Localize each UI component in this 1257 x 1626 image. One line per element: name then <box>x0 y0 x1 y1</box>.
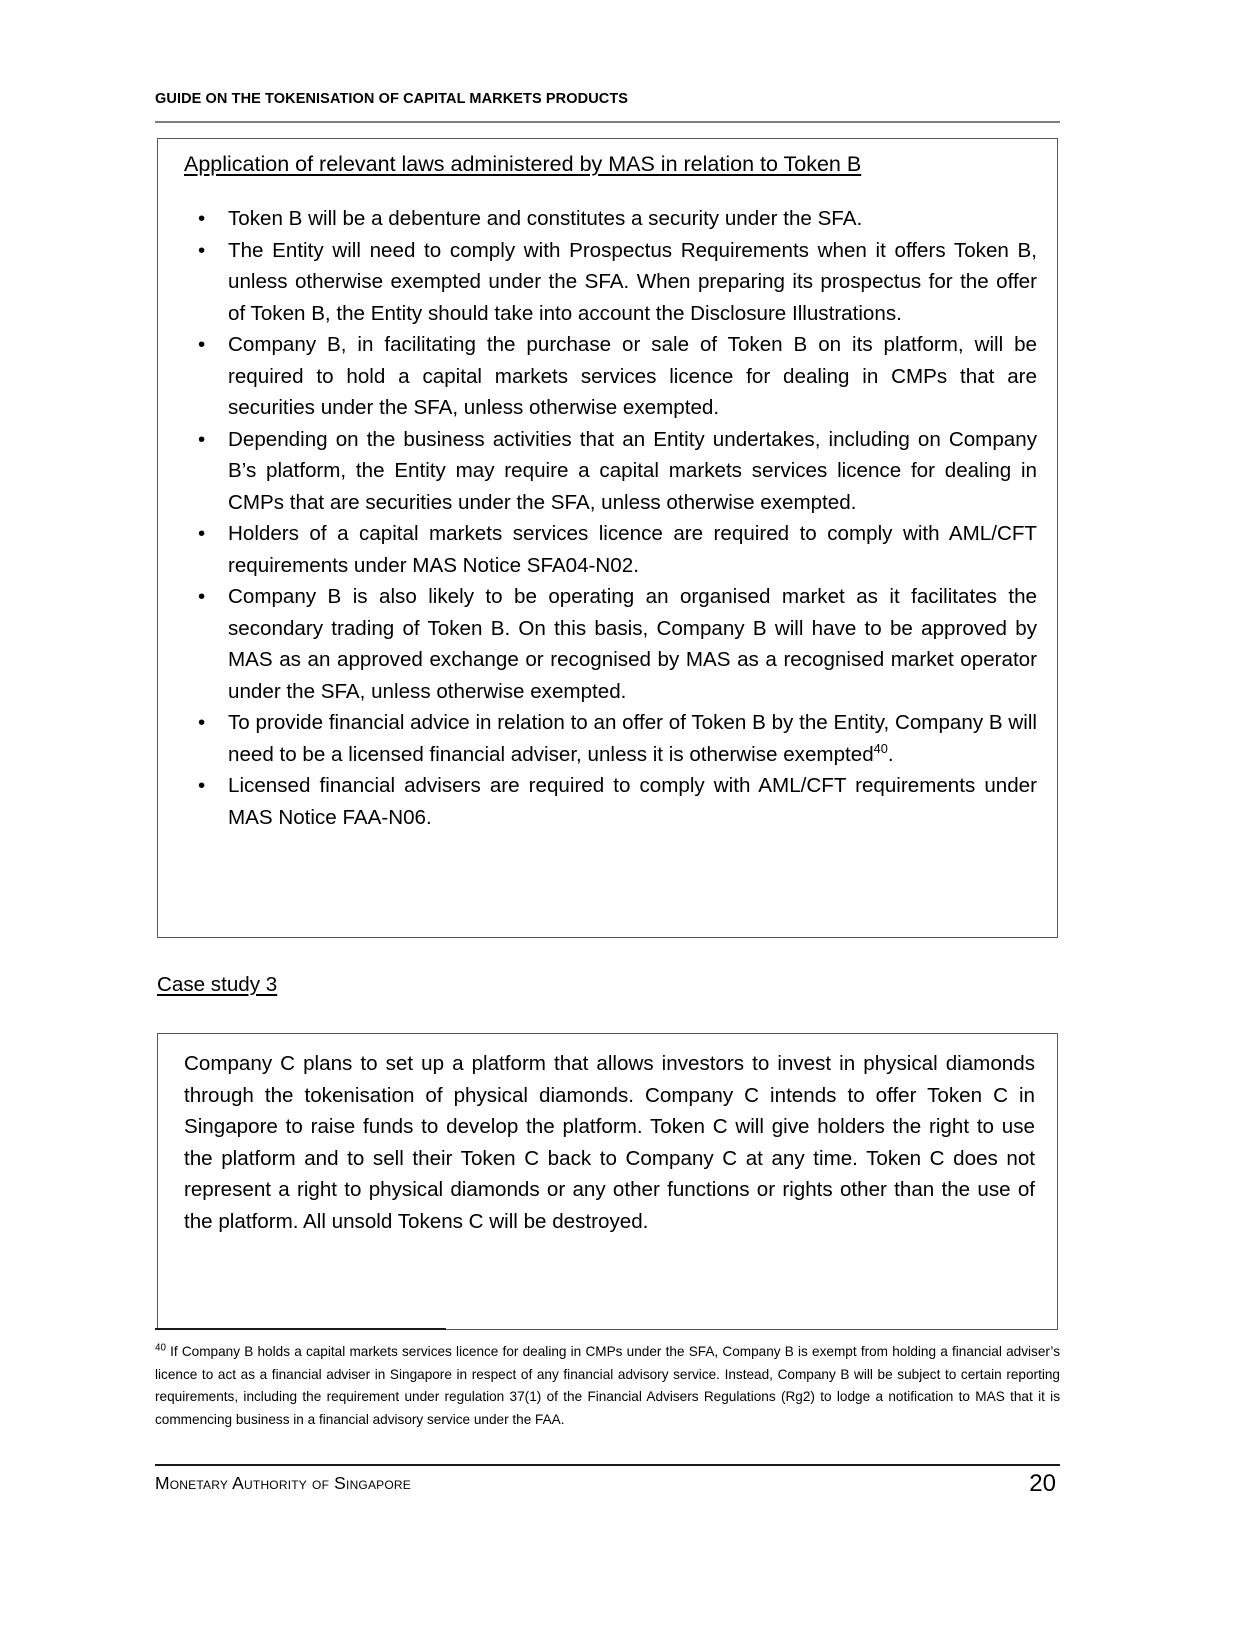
footnote-number: 40 <box>155 1342 166 1354</box>
bullet-dot-icon: • <box>198 585 206 609</box>
list-item <box>178 581 1037 707</box>
list-item-text: The Entity will need to comply with Prospectus Requirements when it offers Token B, unless otherwise exempted under the SFA. When preparing its prospectus for the offer of Token B, the Entity should take into account the Disclosure Illustrations. <box>228 238 1037 325</box>
list-item-text: Licensed financial advisers are required to comply with AML/CFT requirements under MAS Notice FAA-N06. <box>228 774 1037 829</box>
running-header-title: GUIDE ON THE TOKENISATION OF CAPITAL MARKETS PRODUCTS <box>155 91 629 107</box>
page-footer <box>155 1470 1060 1510</box>
bullet-dot-icon: • <box>198 333 206 357</box>
heading-spacer <box>178 179 1037 203</box>
footnote-40 <box>155 1341 1060 1431</box>
list-item-text: Company B, in facilitating the purchase or sale of Token B on its platform, will be required to hold a capital markets services licence for dealing in CMPs that are securities under the SFA, unless otherwise exempted. <box>228 333 1037 420</box>
footnote-reference-40[interactable]: 40 <box>873 740 888 756</box>
list-item <box>178 707 1037 770</box>
case-study-3-box <box>157 1033 1058 1330</box>
running-header <box>155 92 1060 108</box>
list-item <box>178 424 1037 519</box>
footnote-separator-rule <box>155 1328 446 1330</box>
bullet-dot-icon: • <box>198 522 206 546</box>
list-item-tail: . <box>887 742 894 766</box>
token-b-application-box <box>157 138 1058 938</box>
list-item-body: To provide financial advice in relation to an offer of Token B by the Entity, Company B will need to be a licensed financial adviser, unless it is otherwise exempted <box>228 711 1037 766</box>
list-item-text: Company B is also likely to be operating an organised market as it facilitates the secondary trading of Token B. On this basis, Company B will have to be approved by MAS as an approved exchange or recognised by MAS as a recognised market operator under the SFA, unless otherwise exempted. <box>228 585 1037 703</box>
page-number: 20 <box>1029 1470 1056 1497</box>
list-item-text: Depending on the business activities that an Entity undertakes, including on Company B’s platform, the Entity may require a capital markets services licence for dealing in CMPs that are securities under the SFA, unless otherwise exempted. <box>228 427 1037 514</box>
list-item <box>178 518 1037 581</box>
list-item-text: Holders of a capital markets services licence are required to comply with AML/CFT requirements under MAS Notice SFA04-N02. <box>228 522 1037 577</box>
bullet-dot-icon: • <box>198 774 206 798</box>
bullet-dot-icon: • <box>198 207 206 231</box>
case-study-label: Case study 3 <box>157 973 278 996</box>
footer-organisation: Monetary Authority of Singapore <box>155 1473 411 1493</box>
bullet-dot-icon: • <box>198 427 206 451</box>
footnote-text: If Company B holds a capital markets services licence for dealing in CMPs under the SFA, Company B is exempt from holding a financial adviser’s licence to act as a financial adviser in Singapore in respect of any financial advisory service. Instead, Company B will be subject to certain reporting requirements, including the requirement under regulation 37(1) of the Financial Advisers Regulations (Rg2) to lodge a notification to MAS that it is commencing business in a financial advisory service under the FAA. <box>155 1344 1060 1427</box>
list-item <box>178 203 1037 235</box>
bullet-dot-icon: • <box>198 711 206 735</box>
case-study-3-body: Company C plans to set up a platform that allows investors to invest in physical diamonds through the tokenisation of physical diamonds. Company C intends to offer Token C in Singapore to raise funds to develop the platform. Token C will give holders the right to use the platform and to sell their Token C back to Company C at any time. Token C does not represent a right to physical diamonds or any other functions or rights other than the use of the platform. All unsold Tokens C will be destroyed. <box>184 1052 1035 1233</box>
bullet-dot-icon: • <box>198 238 206 262</box>
footer-rule <box>155 1464 1060 1466</box>
list-item-text <box>228 707 1037 770</box>
list-item <box>178 329 1037 424</box>
token-b-box-heading: Application of relevant laws administered by MAS in relation to Token B <box>184 152 862 176</box>
list-item-text: Token B will be a debenture and constitutes a security under the SFA. <box>228 207 863 231</box>
token-b-bullet-list <box>178 203 1037 833</box>
list-item <box>178 235 1037 330</box>
header-rule <box>155 121 1060 123</box>
list-item <box>178 770 1037 833</box>
